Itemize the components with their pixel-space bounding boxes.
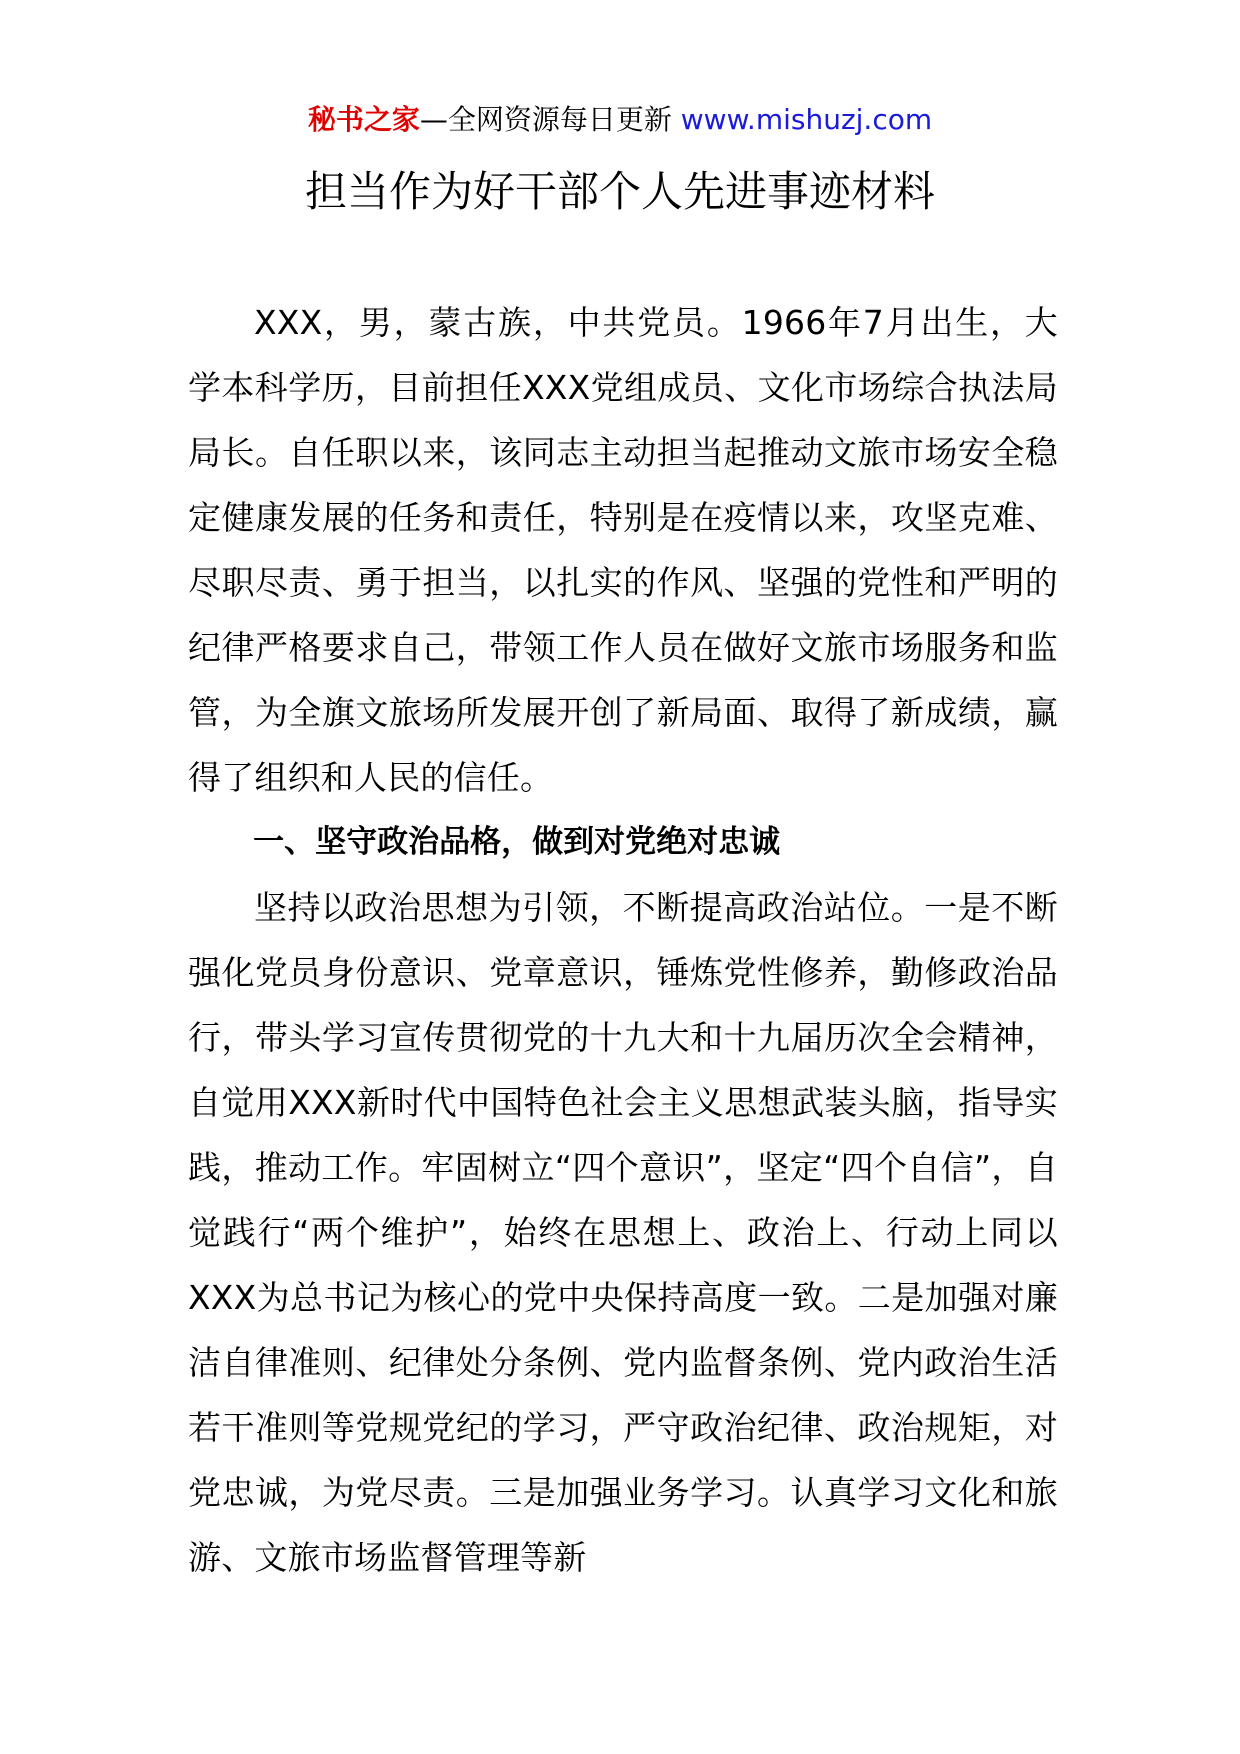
document-title: 担当作为好干部个人先进事迹材料 [304, 167, 935, 216]
site-url-link[interactable]: www.mishuzj.com [680, 103, 933, 136]
header-tagline: —全网资源每日更新 [419, 103, 681, 136]
section-heading-1: 一、坚守政治品格，做到对党绝对忠诚 [253, 824, 781, 860]
brand-name: 秘书之家 [307, 103, 420, 136]
site-header [0, 100, 1240, 140]
intro-paragraph: XXX，男，蒙古族，中共党员。1966年7月出生，大学本科学历，目前担任XXX党组成员、文化市场综合执法局局长。自任职以来，该同志主动担当起推动文旅市场安全稳定健康发展的任务和责任，特别是在疫情以来，攻坚克难、尽职尽责、勇于担当，以扎实的作风、坚强的党性和严明的纪律严格要求自己，带领工作人员在做好文旅市场服务和监管，为全旗文旅场所发展开创了新局面、取得了新成绩，赢得了组织和人民的信任。 [188, 303, 1058, 797]
document-body [188, 290, 1058, 1590]
section-1-paragraph: 坚持以政治思想为引领，不断提高政治站位。一是不断强化党员身份意识、党章意识，锤炼党性修养，勤修政治品行，带头学习宣传贯彻党的十九大和十九届历次全会精神，自觉用XXX新时代中国特色社会主义思想武装头脑，指导实践，推动工作。牢固树立“四个意识”，坚定“四个自信”，自觉践行“两个维护”，始终在思想上、政治上、行动上同以XXX为总书记为核心的党中央保持高度一致。二是加强对廉洁自律准则、纪律处分条例、党内监督条例、党内政治生活若干准则等党规党纪的学习，严守政治纪律、政治规矩，对党忠诚，为党尽责。三是加强业务学习。认真学习文化和旅游、文旅市场监督管理等新 [188, 888, 1058, 1577]
